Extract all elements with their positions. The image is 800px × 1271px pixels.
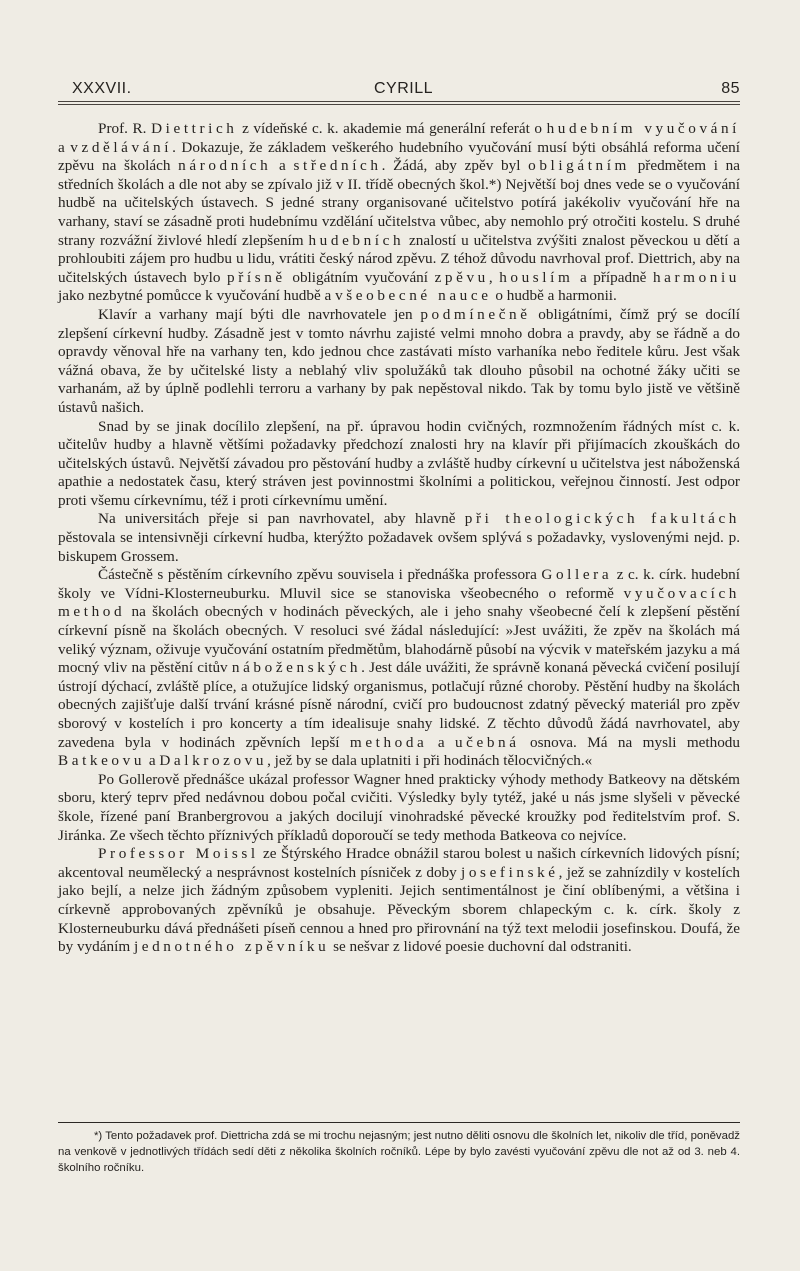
text-run: . Jest dále uvážiti, že správně konaná pěvecká cvičení posilují ústrojí dýchací, zvláště plíce, a otužujíce lidský organismus, potlačují různé choroby. Pěstění hudby na školách obecných zajišťuje další trvání krásné písně národní, cvičí pro budoucnost zdatný pěvecký materiál pro zpěv sborový v kostelích i pro koncerty a tím idealisuje snahy lidské. Z těchto důvodů žádá navrhovatel, aby zavedena byla v hodinách zpěvních lepší — [58, 659, 741, 751]
text-run: a — [427, 733, 455, 751]
emphasis-spaced: Professor Moissl — [98, 845, 259, 863]
emphasis-spaced: harmoniu — [652, 268, 740, 286]
text-run: z vídeňské c. k. akademie má generální referát o — [237, 120, 547, 137]
emphasis-spaced: středních — [293, 157, 382, 175]
running-header — [58, 80, 740, 102]
text-run: , jež by se dala uplatniti i při hodinách tělocvičných.« — [267, 752, 593, 770]
text-run: a — [58, 138, 71, 156]
emphasis-spaced: náboženských — [231, 659, 362, 677]
paragraph — [58, 845, 740, 957]
emphasis-spaced: hudebním vyučování — [546, 120, 741, 137]
text-run: pěstovala se intensivněji církevní hudba, kterýžto požadavek ovšem splývá s požadavky, vyslovenými nejd. p. biskupem Grossem. — [58, 529, 740, 565]
footnote — [58, 1128, 740, 1176]
text-run: se nešvar z lidové poesie duchovní dal odstraniti. — [329, 938, 632, 956]
text-run: znalostí u učitelstva zvýšiti znalost pěveckou u dětí a prohloubiti zájem pro hudbu u lidu, vrátiti český národ zpěvu. Z téhož důvodu navrhoval prof. Diettrich, aby na učitelských ústavech bylo — [58, 231, 740, 286]
emphasis-spaced: všeobecné nauce — [335, 287, 492, 305]
text-run: z c. k. círk. hudební školy ve Vídni-Klosterneuburku. Mluvil sice se stanoviska všeobecného o reformě — [58, 566, 740, 602]
text-run: o hudbě a harmonii. — [491, 287, 617, 305]
footnote-text: *) Tento požadavek prof. Diettricha zdá se mi trochu nejasným; jest nutno děliti osnovu dle školních let, nikoliv dle tříd, poněvadž na venkově v jednotlivých třídách sedí děti z několika školních ročníků. Lépe by bylo zavésti vyučování zpěvu dle not až od 3. neb 4. školního ročníku. — [58, 1130, 740, 1174]
emphasis-spaced: vyučovacích method — [58, 584, 740, 621]
text-run: a — [271, 157, 294, 175]
paragraph — [58, 418, 740, 511]
emphasis-spaced: Dalkrozovu — [159, 752, 268, 770]
page-number: 85 — [721, 80, 740, 97]
emphasis-spaced: při theologických fakultách — [464, 510, 741, 528]
text-run: a — [145, 752, 160, 770]
text-run: jako nezbytné pomůcce k vyučování hudbě a — [58, 287, 336, 305]
emphasis-spaced: josefinské — [461, 863, 559, 881]
text-run: obligátním vyučování — [285, 268, 435, 286]
emphasis-spaced: podmínečně — [420, 305, 531, 323]
text-run: osnova. Má na mysli methodu — [519, 733, 740, 751]
emphasis-spaced: vzdělávání — [70, 138, 173, 156]
header-rule — [58, 101, 740, 105]
emphasis-spaced: národních — [178, 157, 272, 175]
text-run: a případně — [573, 268, 653, 286]
text-run: . Žádá, aby zpěv byl — [381, 157, 529, 175]
text-run: Klavír a varhany mají býti dle navrhovatele jen — [98, 305, 421, 323]
text-run: předmětem i na středních školách a dle not aby se zpívalo již v II. třídě obecných škol.*) Největší boj dnes vede se o vyučování hudbě na učitelských ústavech. S jedné strany organisované učitelstvo potírá jakékoliv vyučování hře na varhany, staví se zásadně proti hudebnímu vzdělání učitelstva vůbec, aby nemohlo prý otročiti kostelu. S druhé strany rozvážní živlové hledí zlepšením — [58, 157, 741, 249]
text-run: na školách obecných v hodinách pěveckých, ale i jeho snahy všeobecné čelí k zlepšení pěstění církevní písně na školách obecných. V resoluci své žádal následující: »Jest uvážiti, že zpěv na školách má veliký význam, oživuje vyučování ostatním předmětům, blahodárně působí na výcvik v mateřském jazyku a má mocný vliv na pěstění citův — [58, 603, 740, 677]
volume-number: XXXVII. — [72, 80, 132, 97]
paragraph — [58, 510, 740, 566]
emphasis-spaced: přísně — [227, 268, 286, 286]
journal-title: CYRILL — [374, 80, 434, 97]
emphasis-spaced: Gollera — [541, 566, 613, 584]
footnote-rule — [58, 1122, 740, 1123]
text-run: Prof. R. — [98, 120, 152, 137]
emphasis-spaced: hudebních — [308, 231, 405, 249]
emphasis-spaced: Diettrich — [151, 120, 238, 137]
text-run: obligátními, čímž prý se docílí zlepšení církevní hudby. Zásadně jest v tomto návrhu zajisté velmi mnoho dobra a pravdy, aby se řádně a do opravdy věnoval hře na varhany ten, kdo jednou chce zastávati místo varhaníka nebo ředitele kůru. Jest však vážná obava, že by učitelské listy a neblahý vliv spolužáků tak dlouho působil na ochotné žáky učiti se varhanám, až by úplně podlehli terroru a varhany by pak nepěstoval nikdo. Tak by tomu bylo jistě ve většině ústavů našich. — [58, 305, 740, 416]
text-run: , jež se zahnízdily v kostelích jako bejlí, a nelze jich žádným způsobem vypleniti. Jejich sentimentálnost je činí oblíbenými, a většina i církevně approbovaných zpěvníků je obsahuje. Pěveckým sborem chlapeckým c. k. círk. školy z Klosterneuburku dává přednášeti píseň cennou a hned pro přirovnání na týž text melodii josefinskou. Doufá, že by vydáním — [58, 863, 740, 956]
text-run: Snad by se jinak docílilo zlepšení, na př. úpravou hodin cvičných, rozmnožením řádných míst c. k. učitelův hudby a hlavně většími požadavky předchozí znalosti hry na klavír při přijímacích zkouškách do učitelských ústavů. Největší závadou pro pěstování hudby a zvláště hudby církevní u učitelstva jest náboženská apathie a nedostatek času, který stráven jest povinnostmi školními a politickou, veřejnou činností. Jest odpor proti všemu církevnímu, též i proti církevnímu umění. — [58, 417, 740, 509]
text-run: ze Štýrského Hradce obnážil starou bolest u našich církevních lidových písní; akcentoval neumělecký a nesprávnost kostelních písniček z doby — [58, 845, 740, 881]
paragraph — [58, 120, 740, 306]
emphasis-spaced: učebná — [454, 733, 520, 751]
text-run: Částečně s pěstěním církevního zpěvu souvisela i přednáška professora — [98, 566, 542, 584]
emphasis-spaced: houslím — [499, 268, 574, 286]
emphasis-spaced: zpěvu — [434, 268, 489, 286]
paragraph — [58, 306, 740, 418]
article-body — [58, 120, 740, 957]
text-run: Na universitách přeje si pan navrhovatel, aby hlavně — [98, 510, 465, 528]
emphasis-spaced: methoda — [349, 733, 428, 751]
paragraph — [58, 771, 740, 845]
paragraph — [58, 566, 740, 771]
emphasis-spaced: Batkeovu — [58, 752, 146, 770]
text-run: , — [488, 268, 500, 286]
text-run: . Dokazuje, že základem veškerého hudebního vyučování musí býti obsáhlá reforma učení zpěvu na školách — [58, 138, 740, 175]
text-run: Po Gollerově přednášce ukázal professor Wagner hned prakticky výhody methody Batkeovy na dětském sboru, který teprv před nedávnou dobou počal cvičiti. Výsledky byly tytéž, jaké u nás jsme slyšeli v pěvecké škole, řízené paní Branbergrovou a jakých docilují vinohradské pěvecké kroužky pod ředitelstvím prof. S. Jiránka. Ze všech těchto příznivých příkladů doporoučí se tedy methoda Batkeova co nejvíce. — [58, 770, 740, 844]
emphasis-spaced: jednotného zpěvníku — [133, 938, 330, 956]
emphasis-spaced: obligátním — [528, 157, 630, 175]
